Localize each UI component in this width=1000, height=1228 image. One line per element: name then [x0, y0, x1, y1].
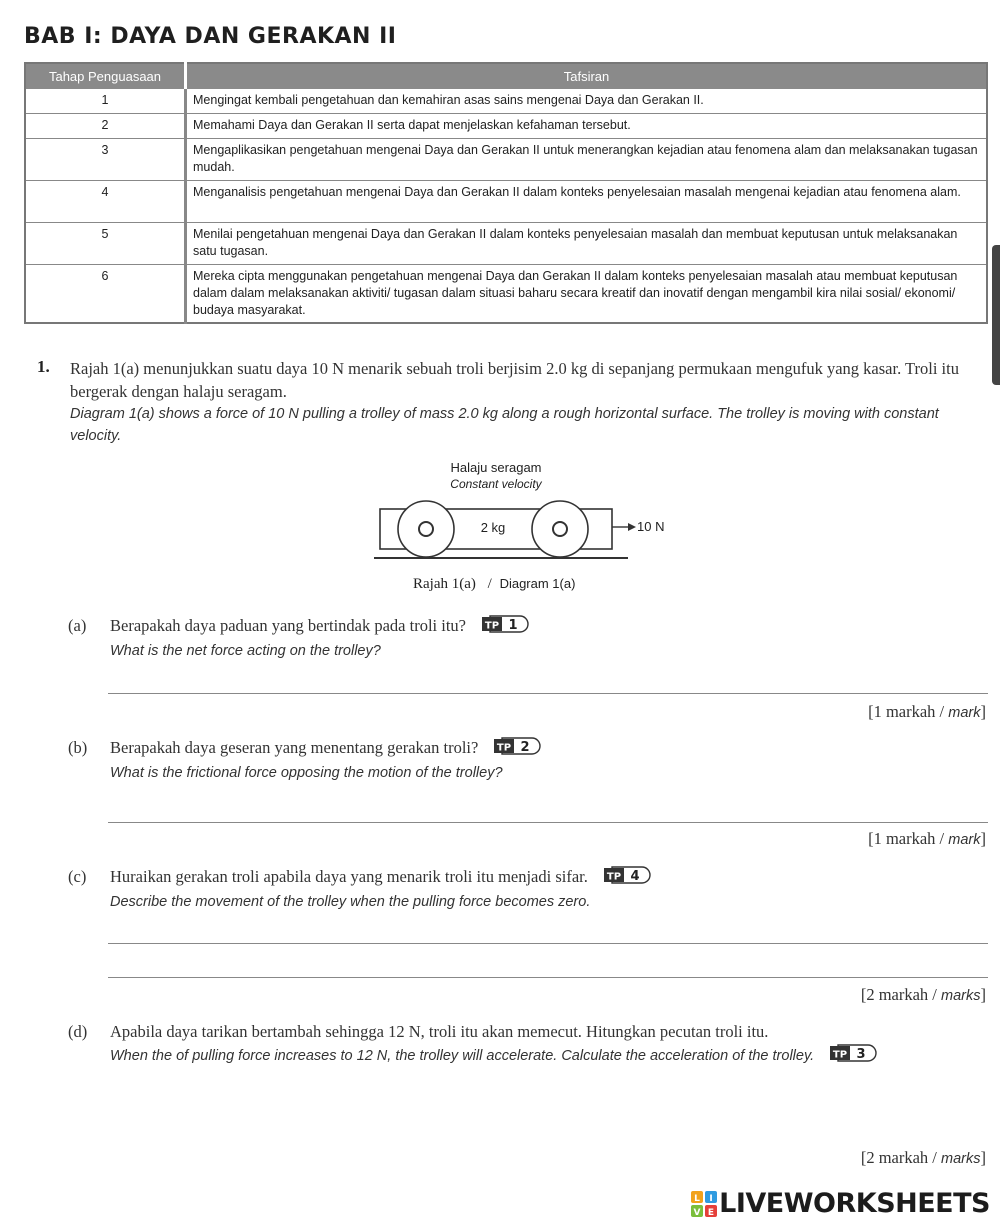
live-grid-icon [691, 1191, 717, 1217]
interpretation-cell: Mereka cipta menggunakan pengetahuan mengenai Daya dan Gerakan II dalam konteks penyelesaian masalah atau membuat keputusan dalam dalam melaksanakan aktiviti/ tugasan dalam situasi baharu secara kreatif dan inovatif dengan mengambil kira nilai sosial/ ekonomi/ budaya masyarakat. [186, 265, 988, 324]
table-row [25, 139, 987, 181]
svg-text:TP: TP [606, 871, 622, 883]
svg-text:TP: TP [833, 1049, 848, 1061]
part-b-label: (b) [68, 738, 88, 757]
marks-c: [2 markah / marks] [860, 985, 986, 1004]
wheel-axle-left [419, 522, 433, 536]
answer-line-a[interactable] [108, 693, 988, 694]
answer-line-b[interactable] [108, 822, 988, 823]
svg-text:E: E [708, 1207, 715, 1217]
part-b-malay: Berapakah daya geseran yang menentang gerakan troli? [110, 738, 479, 757]
marks-d: [2 markah / marks] [860, 1148, 986, 1167]
table-row [25, 223, 987, 265]
part-c-english: Describe the movement of the trolley when the pulling force becomes zero. [110, 894, 591, 911]
part-d [110, 1020, 990, 1069]
marks-a: [1 markah / mark] [868, 702, 986, 721]
page-edge-tab [992, 245, 1000, 385]
level-cell: 4 [25, 181, 186, 223]
svg-text:I: I [709, 1193, 713, 1204]
force-label: 10 N [637, 519, 665, 534]
level-cell: 6 [25, 265, 186, 324]
interpretation-cell: Mengaplikasikan pengetahuan mengenai Daya dan Gerakan II untuk menerangkan kejadian atau fenomena alam dan melaksanakan tugasan mudah. [186, 139, 988, 181]
interpretation-cell: Mengingat kembali pengetahuan dan kemahiran asas sains mengenai Daya dan Gerakan II. [186, 89, 988, 114]
question-stem [70, 357, 990, 447]
chapter-title: BAB I: DAYA DAN GERAKAN II [24, 24, 397, 49]
diagram-title-malay: Halaju seragam [450, 460, 542, 475]
tp-badge-icon [602, 865, 652, 891]
table-row [25, 114, 987, 139]
level-cell: 2 [25, 114, 186, 139]
interpretation-cell: Memahami Daya dan Gerakan II serta dapat menjelaskan kefahaman tersebut. [186, 114, 988, 139]
diagram-title-english: Constant velocity [450, 477, 542, 491]
mastery-level-table [24, 62, 988, 324]
part-c [110, 865, 990, 913]
column-header-interpretation: Tafsiran [186, 63, 988, 89]
force-arrow-head [628, 523, 636, 531]
question-number: 1. [37, 357, 50, 376]
caption-separator: / [487, 576, 492, 592]
tp-badge-icon [492, 736, 542, 762]
diagram-caption [413, 576, 575, 593]
level-cell: 5 [25, 223, 186, 265]
table-row [25, 89, 987, 114]
table-header-row [25, 63, 987, 89]
caption-english: Diagram 1(a) [499, 576, 576, 591]
part-d-english: When the of pulling force increases to 12 N, the trolley will accelerate. Calculate the acceleration of the trolley. [110, 1048, 815, 1064]
part-a-label: (a) [68, 616, 87, 635]
svg-text:2: 2 [520, 740, 530, 756]
brand-wordmark: LIVEWORKSHEETS [719, 1188, 990, 1219]
part-b [110, 736, 990, 784]
svg-text:3: 3 [856, 1047, 866, 1063]
part-a-malay: Berapakah daya paduan yang bertindak pada troli itu? [110, 616, 466, 635]
caption-malay: Rajah 1(a) [413, 576, 476, 592]
svg-text:4: 4 [630, 869, 640, 885]
level-cell: 3 [25, 139, 186, 181]
question-stem-malay: Rajah 1(a) menunjukkan suatu daya 10 N menarik sebuah troli berjisim 2.0 kg di sepanjang permukaan mengufuk yang kasar. Troli itu bergerak dengan halaju seragam. [70, 359, 959, 401]
svg-text:L: L [694, 1193, 701, 1204]
trolley-diagram [370, 500, 670, 566]
tp-badge-icon [828, 1043, 878, 1069]
interpretation-cell: Menilai pengetahuan mengenai Daya dan Gerakan II dalam konteks penyelesaian masalah dan membuat keputusan untuk melaksanakan satu tugasan. [186, 223, 988, 265]
liveworksheets-logo [691, 1188, 990, 1219]
table-row [25, 265, 987, 324]
interpretation-cell: Menganalisis pengetahuan mengenai Daya dan Gerakan II dalam konteks penyelesaian masalah mengenai kejadian atau fenomena alam. [186, 181, 988, 223]
svg-text:TP: TP [485, 620, 500, 632]
answer-space-d[interactable] [108, 1075, 988, 1139]
diagram-title [0, 460, 1000, 492]
svg-text:1: 1 [508, 618, 518, 634]
answer-line-c2[interactable] [108, 977, 988, 978]
part-c-label: (c) [68, 867, 87, 886]
answer-line-c1[interactable] [108, 943, 988, 944]
part-d-label: (d) [68, 1022, 88, 1041]
part-a-english: What is the net force acting on the trolley? [110, 643, 381, 660]
svg-text:V: V [693, 1207, 701, 1217]
part-c-malay: Huraikan gerakan troli apabila daya yang menarik troli itu menjadi sifar. [110, 867, 588, 886]
svg-text:TP: TP [497, 742, 512, 754]
level-cell: 1 [25, 89, 186, 114]
part-b-english: What is the frictional force opposing the motion of the trolley? [110, 765, 503, 782]
tp-badge-icon [480, 614, 530, 640]
table-row [25, 181, 987, 223]
column-header-level: Tahap Penguasaan [25, 63, 186, 89]
wheel-axle-right [553, 522, 567, 536]
part-d-malay: Apabila daya tarikan bertambah sehingga 12 N, troli itu akan memecut. Hitungkan pecutan troli itu. [110, 1022, 769, 1041]
mass-label: 2 kg [480, 520, 506, 535]
marks-b: [1 markah / mark] [868, 829, 986, 848]
part-a [110, 614, 990, 662]
question-stem-english: Diagram 1(a) shows a force of 10 N pulling a trolley of mass 2.0 kg along a rough horizontal surface. The trolley is moving with constant velocity. [70, 406, 939, 444]
